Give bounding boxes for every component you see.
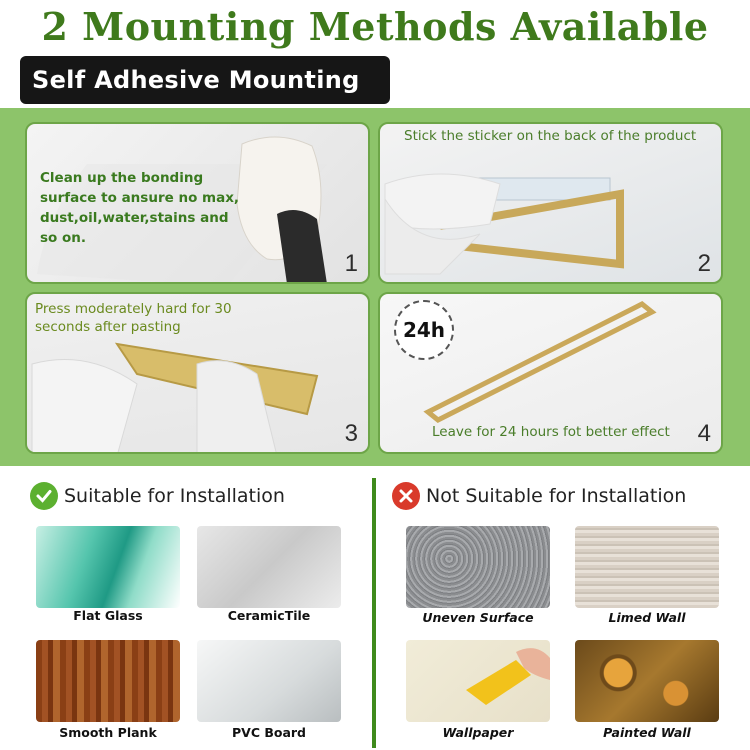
- pvc-board-image: [197, 640, 341, 722]
- scraper-illustration: [406, 640, 550, 722]
- pvc-board-label: PVC Board: [231, 725, 307, 740]
- not-suitable-heading-text: Not Suitable for Installation: [426, 485, 687, 507]
- step-2-panel: [378, 122, 723, 284]
- smooth-plank-label: Smooth Plank: [59, 725, 157, 740]
- step-3-number: 3: [344, 420, 358, 447]
- ceramic-tile-image: [197, 526, 341, 608]
- check-circle-icon: [30, 482, 58, 510]
- uneven-surface-label: Uneven Surface: [422, 610, 534, 625]
- smooth-plank-image: [36, 640, 180, 722]
- self-adhesive-tag: Self Adhesive Mounting: [20, 56, 390, 104]
- sticker-bar-illustration: [380, 124, 723, 284]
- ceramic-tile-label: CeramicTile: [227, 608, 311, 623]
- suitable-heading: [30, 482, 285, 510]
- limed-wall-image: [575, 526, 719, 608]
- suitable-heading-text: Suitable for Installation: [64, 485, 285, 507]
- step-1-text: Clean up the bonding surface to ansure no max, dust,oil,water,stains and so on.: [40, 170, 240, 246]
- step-1-panel: [25, 122, 370, 284]
- clock-label: 24h: [402, 318, 446, 342]
- painted-wall-label: Painted Wall: [603, 725, 691, 740]
- uneven-surface-image: [406, 526, 550, 608]
- not-suitable-heading: [392, 482, 686, 510]
- step-1-number: 1: [344, 250, 358, 277]
- step-3-text: Press moderately hard for 30 seconds after pasting: [35, 301, 232, 335]
- section-divider: [372, 478, 376, 748]
- wallpaper-image: [406, 640, 550, 722]
- step-3-panel: [25, 292, 370, 454]
- step-2-number: 2: [697, 250, 711, 277]
- wallpaper-label: Wallpaper: [442, 725, 514, 740]
- flat-glass-image: [36, 526, 180, 608]
- limed-wall-label: Limed Wall: [608, 610, 686, 625]
- flat-glass-label: Flat Glass: [73, 608, 143, 623]
- step-4-panel: [378, 292, 723, 454]
- step-2-text: Stick the sticker on the back of the product: [404, 128, 697, 144]
- page-headline: 2 Mounting Methods Available: [41, 4, 709, 49]
- step-4-text: Leave for 24 hours fot better effect: [432, 424, 670, 440]
- step-4-number: 4: [697, 420, 711, 447]
- painted-wall-image: [575, 640, 719, 722]
- clock-icon: [394, 300, 454, 360]
- cross-circle-icon: [392, 482, 420, 510]
